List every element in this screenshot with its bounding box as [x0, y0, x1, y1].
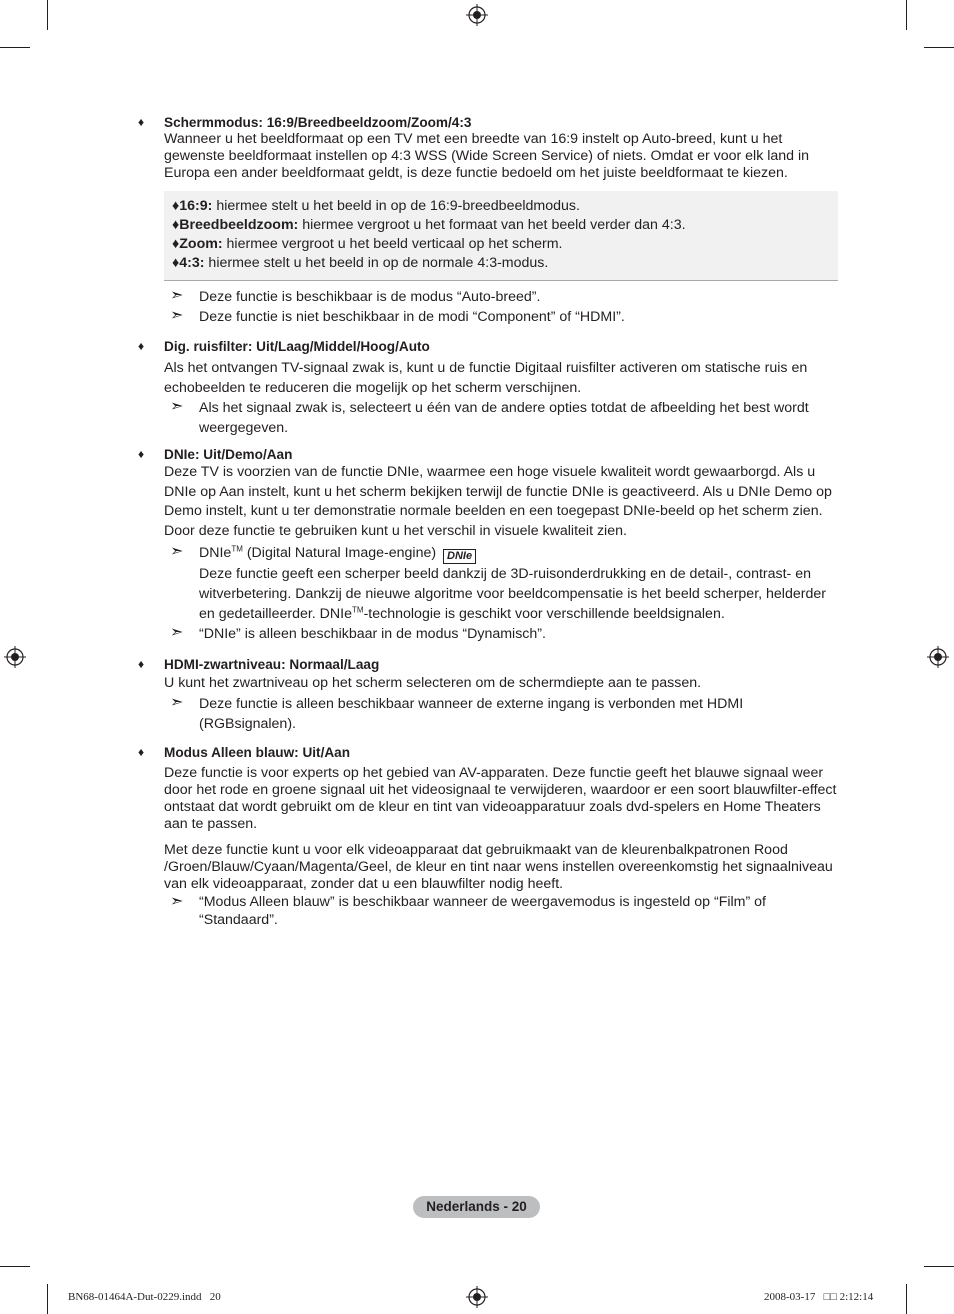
- note: [164, 287, 838, 307]
- arrow-note-icon: ➣: [170, 307, 184, 324]
- option-label: Zoom:: [179, 236, 223, 252]
- arrow-note-icon: ➣: [170, 398, 184, 415]
- dnie-full-name: (Digital Natural Image-engine): [242, 545, 441, 561]
- note-text: Deze functie is niet beschikbaar in de modi “Component” of “HDMI”.: [199, 309, 625, 325]
- option-text: hiermee vergroot u het beeld verticaal op het scherm.: [222, 236, 563, 252]
- arrow-note-icon: ➣: [170, 287, 184, 304]
- section-body: Deze functie is voor experts op het gebied van AV-apparaten. Deze functie geeft het blauwe signaal weer door het rode en groene signaal uit het videosignaal te verwijderen, waardoor er een soort blauwfilter-effect ontstaat dat wordt gebruikt om de kleur en tint van videoapparatuur zoals dvd-spelers en Home Theaters aan te passen.: [164, 765, 837, 832]
- option-text: hiermee vergroot u het formaat van het beeld verder dan 4:3.: [298, 217, 686, 233]
- crop-mark: [906, 1284, 907, 1314]
- option-label: 16:9:: [179, 198, 213, 214]
- crop-mark: [47, 0, 48, 30]
- arrow-note-icon: ➣: [170, 543, 184, 560]
- dnie-name: DNIe: [199, 545, 232, 561]
- diamond-bullet-icon: ♦: [172, 255, 180, 271]
- option-item: [172, 254, 830, 273]
- page-number-badge: Nederlands - 20: [413, 1196, 540, 1218]
- diamond-bullet-icon: ♦: [138, 745, 145, 759]
- option-label: Breedbeeldzoom:: [179, 217, 299, 233]
- arrow-note-icon: ➣: [170, 624, 184, 641]
- note: [164, 893, 838, 930]
- section-alleen-blauw: [138, 744, 838, 930]
- section-body: Deze TV is voorzien van de functie DNIe, waarmee een hoge visuele kwaliteit wordt gewaarborgd. Als u DNIe op Aan instelt, kunt u het scherm bekijken terwijl de functie DNIe is geactiveerd. Als u DNIe Demo op Demo instelt, kunt u ter demonstratie normale beelden en een toegepast DNIe-beeld op het scherm zien. Door deze functie te gebruiken kunt u het verschil in visuele kwaliteit zien.: [164, 464, 832, 539]
- section-body: Als het ontvangen TV-signaal zwak is, kunt u de functie Digitaal ruisfilter activeren om statische ruis en echobeelden te reduceren die mogelijk op het scherm verschijnen.: [164, 360, 808, 396]
- dnie-logo-icon: DNIe: [443, 549, 476, 564]
- diamond-bullet-icon: ♦: [172, 217, 180, 233]
- section-schermmodus: [138, 114, 838, 327]
- options-box: [164, 191, 838, 281]
- note: [164, 694, 838, 734]
- registration-mark-icon: [466, 1286, 488, 1308]
- crop-mark: [47, 1284, 48, 1314]
- section-dnie: [138, 446, 838, 644]
- option-label: 4:3:: [179, 255, 205, 271]
- diamond-bullet-icon: ♦: [138, 447, 145, 461]
- trademark: TM: [352, 605, 364, 615]
- diamond-bullet-icon: ♦: [172, 236, 180, 252]
- section-heading: Modus Alleen blauw: Uit/Aan: [164, 745, 351, 760]
- option-text: hiermee stelt u het beeld in op de 16:9-breedbeeldmodus.: [212, 198, 580, 214]
- print-slug-date: 2008-03-17 □□ 2:12:14: [764, 1291, 874, 1303]
- option-text: hiermee stelt u het beeld in op de normale 4:3-modus.: [204, 255, 549, 271]
- section-ruisfilter: [138, 338, 838, 438]
- crop-mark: [0, 47, 30, 48]
- note-text: “Modus Alleen blauw” is beschikbaar wanneer de weergavemodus is ingesteld op “Film” of “Standaard”.: [199, 894, 766, 928]
- crop-mark: [924, 1266, 954, 1267]
- crop-mark: [906, 0, 907, 30]
- diamond-bullet-icon: ♦: [138, 115, 145, 129]
- manual-content: [138, 114, 838, 930]
- note-text: Deze functie geeft een scherper beeld dankzij de 3D-ruisonderdrukking en de detail-, contrast- en witverbetering. Dankzij de nieuwe algoritme voor beeldcompensatie is het beeld scherper, helderder en gedetailleerder. DNIe: [199, 566, 826, 622]
- note: [164, 307, 838, 327]
- registration-mark-icon: [4, 646, 26, 668]
- registration-mark-icon: [466, 4, 488, 26]
- option-item: [172, 197, 830, 216]
- section-body: Met deze functie kunt u voor elk videoapparaat dat gebruikmaakt van de kleurenbalkpatronen Rood /Groen/Blauw/Cyaan/Magenta/Geel, de kleur en tint naar wens instellen overeenkomstig het signaalniveau van elk videoapparaat, zonder dat u een blauwfilter nodig heeft.: [164, 842, 833, 892]
- section-body: Wanneer u het beeldformaat op een TV met een breedte van 16:9 instelt op Auto-breed, kunt u het gewenste beeldformaat instellen op 4:3 WSS (Wide Screen Service) of niets. Omdat er voor elk land in Europa een ander beeldformaat geldt, is deze functie bedoeld om het juiste beeldformaat te kiezen.: [164, 131, 810, 181]
- option-item: [172, 216, 830, 235]
- diamond-bullet-icon: ♦: [138, 339, 145, 353]
- note: [164, 398, 838, 438]
- note-text: Als het signaal zwak is, selecteert u één van de andere opties totdat de afbeelding het best wordt weergegeven.: [199, 400, 809, 436]
- section-heading: DNIe: Uit/Demo/Aan: [164, 447, 293, 462]
- diamond-bullet-icon: ♦: [172, 198, 180, 214]
- diamond-bullet-icon: ♦: [138, 657, 145, 671]
- note: [164, 543, 838, 624]
- section-hdmi-zwartniveau: [138, 656, 838, 734]
- arrow-note-icon: ➣: [170, 694, 184, 711]
- trademark: TM: [231, 544, 243, 554]
- note: [164, 624, 838, 644]
- note-text: “DNIe” is alleen beschikbaar in de modus “Dynamisch”.: [199, 626, 546, 642]
- crop-mark: [0, 1266, 30, 1267]
- section-body: U kunt het zwartniveau op het scherm selecteren om de schermdiepte aan te passen.: [164, 675, 702, 691]
- note-text: -technologie is geschikt voor verschillende beeldsignalen.: [363, 606, 725, 622]
- option-item: [172, 235, 830, 254]
- arrow-note-icon: ➣: [170, 893, 184, 910]
- print-slug-file: BN68-01464A-Dut-0229.indd 20: [68, 1291, 221, 1303]
- section-heading: Dig. ruisfilter: Uit/Laag/Middel/Hoog/Auto: [164, 339, 430, 354]
- crop-mark: [924, 47, 954, 48]
- note-text: Deze functie is beschikbaar is de modus “Auto-breed”.: [199, 289, 541, 305]
- section-heading: Schermmodus: 16:9/Breedbeeldzoom/Zoom/4:3: [164, 115, 472, 130]
- section-heading: HDMI-zwartniveau: Normaal/Laag: [164, 657, 380, 672]
- registration-mark-icon: [927, 646, 949, 668]
- note-text: Deze functie is alleen beschikbaar wanneer de externe ingang is verbonden met HDMI (RGBsignalen).: [199, 696, 744, 732]
